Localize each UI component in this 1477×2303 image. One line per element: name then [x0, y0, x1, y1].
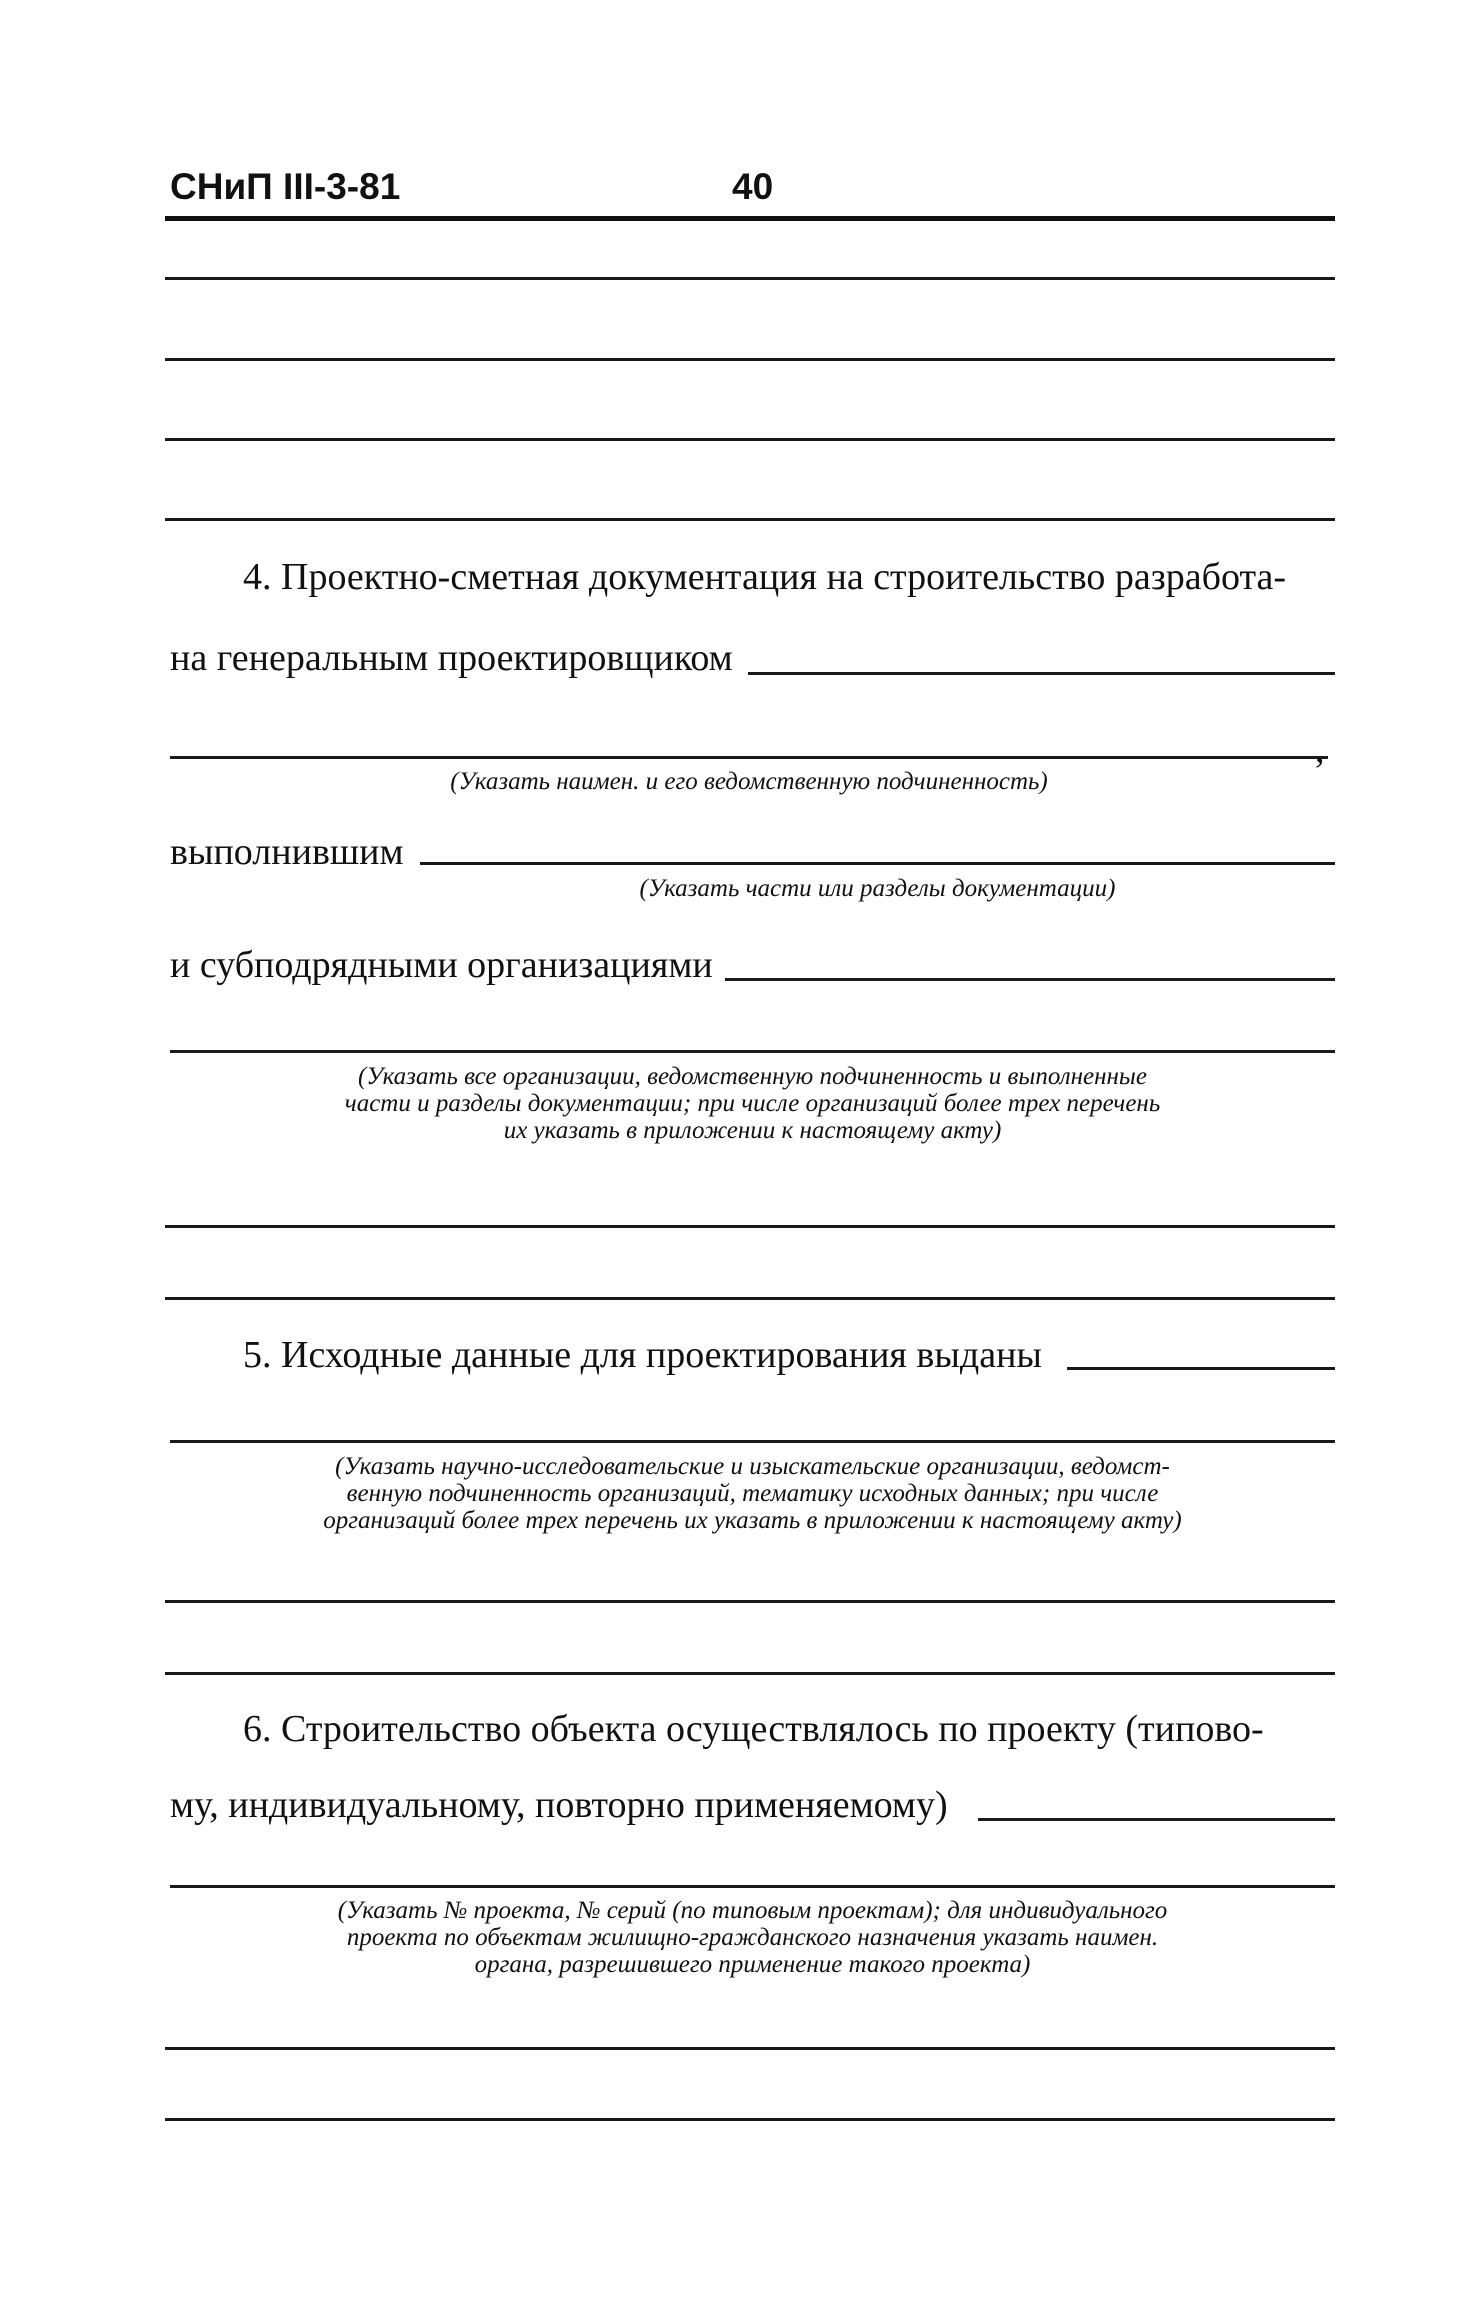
caption-project-details: (Указать № проекта, № серий (по типовым проектам); для индивидуального проекта по объектам жилищно-гражданского назначения указать наимен. органа, разрешившего применение такого проекта)	[337, 1897, 1168, 1978]
comma: ,	[1315, 729, 1325, 771]
blank-line	[170, 1885, 1335, 1888]
section4-paragraph-line2: на генеральным проектировщиком	[170, 637, 733, 679]
blank-line	[165, 1672, 1335, 1675]
page-number: 40	[732, 166, 774, 207]
blank-line	[165, 277, 1335, 280]
blank-line	[165, 2118, 1335, 2121]
blank-line	[170, 756, 1328, 759]
general-designer-field-line	[748, 672, 1335, 675]
blank-line	[165, 1225, 1335, 1228]
caption-general-designer: (Указать наимен. и его ведомственную подчиненность)	[450, 768, 1048, 795]
subcontractors-field-line	[725, 978, 1335, 981]
section6-paragraph-line2: му, индивидуальному, повторно применяемому)	[170, 1784, 948, 1826]
executed-field-line	[420, 862, 1335, 865]
blank-line	[165, 1600, 1335, 1603]
caption-source-data: (Указать научно-исследовательские и изыскательские организации, ведомст- венную подчиненность организаций, тематику исходных данных; при числе организаций более трех перечень их указать в приложении к настоящему акту)	[323, 1453, 1182, 1534]
blank-line	[165, 438, 1335, 441]
document-code: СНиП III-3-81	[170, 166, 401, 207]
source-data-field-line	[1067, 1367, 1335, 1370]
blank-line	[165, 1297, 1335, 1300]
blank-line	[170, 1440, 1335, 1443]
blank-line	[170, 1050, 1335, 1053]
section6-paragraph-line1: 6. Строительство объекта осуществлялось по проекту (типово-	[243, 1708, 1264, 1750]
header-rule	[165, 216, 1335, 221]
label-subcontractors: и субподрядными организациями	[170, 944, 713, 986]
label-executed: выполнившим	[170, 831, 404, 873]
blank-line	[165, 518, 1335, 521]
section5-paragraph-line1: 5. Исходные данные для проектирования выданы	[243, 1334, 1042, 1376]
section4-paragraph-line1: 4. Проектно-сметная документация на строительство разработа-	[243, 556, 1287, 598]
project-field-line	[978, 1818, 1335, 1821]
blank-line	[165, 358, 1335, 361]
caption-subcontractors: (Указать все организации, ведомственную подчиненность и выполненные части и разделы документации; при числе организаций более трех перечень их указать в приложении к настоящему акту)	[344, 1063, 1161, 1144]
caption-documentation-parts: (Указать части или разделы документации)	[639, 875, 1116, 902]
blank-line	[165, 2047, 1335, 2050]
